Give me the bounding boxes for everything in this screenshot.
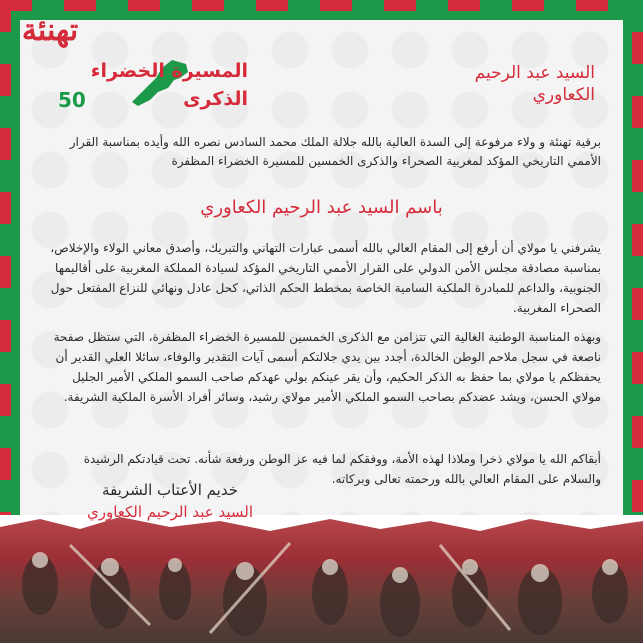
sender-name-line1: السيد عبد الرحيم xyxy=(474,63,595,83)
sender-name-top xyxy=(475,62,595,106)
sender-name-line2: الكعاوري xyxy=(532,85,595,105)
logo-subtitle: الذكرى xyxy=(183,88,248,110)
on-behalf-heading: باسم السيد عبد الرحيم الكعاوري xyxy=(200,197,443,218)
paragraph-congratulations: يشرفني يا مولاي أن أرفع إلى المقام العالي بالله أسمى عبارات التهاني والتبريك، وأصدق معاني الولاء والإخلاص، بمناسبة مصادقة مجلس الأمن الدولي على القرار الأممي التاريخي المؤكد لسيادة المملكة المغربية على أقاليمها الجنوبية، والداعم للمبادرة الملكية السامية الخاصة بمخطط الحكم الذاتي، كحل عادل ونهائي للنزاع المفتعل حول الصحراء المغربية. xyxy=(50,241,601,315)
crowd-figures-icon xyxy=(0,515,643,643)
logo-title: المسيرة الخضراء xyxy=(90,60,248,82)
paragraph-closing: أبقاكم الله يا مولاي ذخرا وملاذا لهذه الأمة، ووفقكم لما فيه عز الوطن ورفعة شأنه. تحت قيادتكم الرشيدة والسلام على المقام العالي بالله ورحمته تعالى وبركاته. xyxy=(83,452,601,486)
greeting-text: تهنئة xyxy=(21,13,79,48)
paragraph-anniversary: وبهذه المناسبة الوطنية الغالية التي تتزامن مع الذكرى الخمسين للمسيرة الخضراء المظفرة، التي ستظل صفحة ناصعة في سجل ملاحم الوطن الخالدة، أجدد بين يدي جلالتكم أسمى آيات التقدير والوفاء، سائلا العلي القدير أن يحفظكم يا مولاي بما حفظ به الذكر الحكيم، وأن يقر عينكم بولي عهدكم صاحب السمو الملكي الأمير الجليل مولاي الحسن، ويشد عضدكم بصاحب السمو الملكي الأمير مولاي رشيد، وسائر أفراد الأسرة الملكية الشريفة. xyxy=(53,330,601,404)
signature-title: خديم الأعتاب الشريفة xyxy=(102,481,238,499)
march-photo xyxy=(0,515,643,643)
logo-number: 50 xyxy=(58,88,86,112)
intro-paragraph: برقية تهنئة و ولاء مرفوعة إلى السدة العالية بالله جلالة الملك محمد السادس نصره الله وأيده بمناسبة القرار الأممي التاريخي المؤكد لمغربية الصحراء والذكرى الخمسين للمسيرة الخضراء المظفرة xyxy=(69,135,601,168)
green-march-logo xyxy=(46,48,266,122)
signature-name: السيد عبد الرحيم الكعاوري xyxy=(86,503,254,521)
